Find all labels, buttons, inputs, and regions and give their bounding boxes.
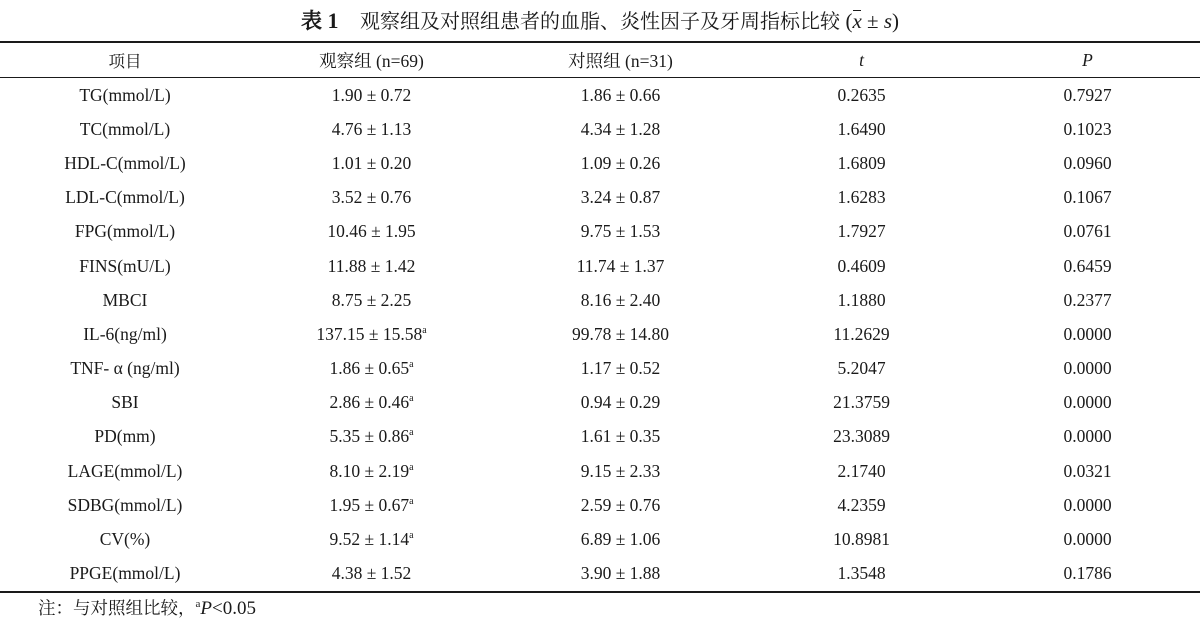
footnote-threshold: <0.05 xyxy=(212,598,256,619)
cell-control: 3.90 ± 1.88 xyxy=(580,563,661,584)
cell-observation: 9.52 ± 1.14$^a$ xyxy=(329,529,414,550)
cell-t-value: 1.1880 xyxy=(837,289,886,310)
table-row xyxy=(0,454,1200,488)
cell-t-value: 0.2635 xyxy=(837,84,886,105)
cell-control: 11.74 ± 1.37 xyxy=(576,255,665,276)
table-caption xyxy=(0,6,1200,36)
cell-observation: 4.38 ± 1.52 xyxy=(331,563,412,584)
cell-item: IL-6(ng/ml) xyxy=(83,323,167,344)
table-row xyxy=(0,352,1200,386)
table-row xyxy=(0,386,1200,420)
cell-t-value: 1.6283 xyxy=(837,187,886,208)
table-row xyxy=(0,181,1200,215)
cell-observation: 4.76 ± 1.13 xyxy=(331,118,412,139)
cell-observation: 1.95 ± 0.67$^a$ xyxy=(329,494,414,515)
cell-observation: 137.15 ± 15.58$^a$ xyxy=(316,323,427,344)
significance-mark: a xyxy=(422,324,427,336)
cell-control: 0.94 ± 0.29 xyxy=(580,392,661,413)
header-t-statistic: t xyxy=(859,49,864,70)
cell-control: 1.86 ± 0.66 xyxy=(580,84,661,105)
cell-item: TNF- α (ng/ml) xyxy=(70,358,180,379)
cell-t-value: 5.2047 xyxy=(837,358,886,379)
cell-item: LAGE(mmol/L) xyxy=(67,460,183,481)
comparison-table xyxy=(0,41,1200,593)
cell-p-value: 0.0000 xyxy=(1063,358,1112,379)
cell-observation: 8.75 ± 2.25 xyxy=(331,289,412,310)
header-p-value: P xyxy=(1082,49,1093,70)
significance-mark: a xyxy=(409,393,414,405)
mean-symbol: x xyxy=(852,6,861,36)
cell-p-value: 0.0000 xyxy=(1063,494,1112,515)
cell-t-value: 10.8981 xyxy=(833,529,890,550)
cell-p-value: 0.1023 xyxy=(1063,118,1112,139)
cell-observation: 1.90 ± 0.72 xyxy=(331,84,412,105)
cell-observation: 1.86 ± 0.65$^a$ xyxy=(329,358,414,379)
table-row xyxy=(0,420,1200,454)
cell-control: 1.61 ± 0.35 xyxy=(580,426,661,447)
footnote-p-symbol: P xyxy=(200,598,212,619)
cell-item: CV(%) xyxy=(99,529,151,550)
cell-p-value: 0.0000 xyxy=(1063,392,1112,413)
cell-item: PPGE(mmol/L) xyxy=(69,563,181,584)
caption-title: 观察组及对照组患者的血脂、炎性因子及牙周指标比较 xyxy=(359,9,840,33)
cell-item: PD(mm) xyxy=(94,426,156,447)
cell-t-value: 1.3548 xyxy=(837,563,886,584)
cell-control: 1.17 ± 0.52 xyxy=(580,358,661,379)
sd-symbol: s xyxy=(883,9,893,33)
cell-control: 1.09 ± 0.26 xyxy=(580,152,661,173)
table-body xyxy=(0,78,1200,592)
cell-item: SBI xyxy=(111,392,139,413)
cell-p-value: 0.6459 xyxy=(1063,255,1112,276)
significance-mark: a xyxy=(409,427,414,439)
footnote-prefix: 注：与对照组比较， xyxy=(38,599,196,619)
caption-number: 1 xyxy=(327,8,339,33)
cell-item: TC(mmol/L) xyxy=(79,118,171,139)
table-row xyxy=(0,522,1200,556)
cell-observation: 10.46 ± 1.95 xyxy=(327,221,416,242)
cell-p-value: 0.0761 xyxy=(1063,221,1112,242)
cell-control: 99.78 ± 14.80 xyxy=(571,323,670,344)
table-row xyxy=(0,488,1200,522)
header-item: 项目 xyxy=(108,52,142,71)
table-row xyxy=(0,317,1200,351)
caption-label: 表 xyxy=(300,9,322,33)
caption-stat-notation: (x ± s) xyxy=(845,9,899,33)
cell-p-value: 0.0000 xyxy=(1063,529,1112,550)
cell-item: MBCI xyxy=(102,289,148,310)
cell-control: 2.59 ± 0.76 xyxy=(580,494,661,515)
cell-item: LDL-C(mmol/L) xyxy=(65,187,185,208)
cell-t-value: 11.2629 xyxy=(833,323,890,344)
cell-t-value: 2.1740 xyxy=(837,460,886,481)
cell-t-value: 1.6490 xyxy=(837,118,886,139)
table-row xyxy=(0,249,1200,283)
cell-observation: 1.01 ± 0.20 xyxy=(331,152,412,173)
cell-control: 6.89 ± 1.06 xyxy=(580,529,661,550)
table-row xyxy=(0,283,1200,317)
cell-control: 8.16 ± 2.40 xyxy=(580,289,661,310)
cell-p-value: 0.0000 xyxy=(1063,426,1112,447)
cell-t-value: 4.2359 xyxy=(837,494,886,515)
cell-item: HDL-C(mmol/L) xyxy=(64,152,186,173)
cell-t-value: 1.7927 xyxy=(837,221,886,242)
cell-p-value: 0.2377 xyxy=(1063,289,1112,310)
cell-t-value: 23.3089 xyxy=(833,426,890,447)
cell-item: FPG(mmol/L) xyxy=(74,221,176,242)
cell-observation: 5.35 ± 0.86$^a$ xyxy=(329,426,414,447)
table-row xyxy=(0,146,1200,180)
footnote-mark: a xyxy=(195,598,201,610)
cell-t-value: 0.4609 xyxy=(837,255,886,276)
significance-mark: a xyxy=(409,495,414,507)
table-header-row xyxy=(0,42,1200,78)
header-control-group: 对照组 (n=31) xyxy=(568,50,673,71)
cell-p-value: 0.1786 xyxy=(1063,563,1112,584)
cell-p-value: 0.7927 xyxy=(1063,84,1112,105)
cell-t-value: 21.3759 xyxy=(833,392,890,413)
significance-mark: a xyxy=(409,359,414,371)
cell-control: 3.24 ± 0.87 xyxy=(580,187,661,208)
table-row xyxy=(0,557,1200,592)
cell-observation: 11.88 ± 1.42 xyxy=(327,255,416,276)
table-row xyxy=(0,215,1200,249)
cell-p-value: 0.0960 xyxy=(1063,152,1112,173)
significance-mark: a xyxy=(409,530,414,542)
cell-control: 9.75 ± 1.53 xyxy=(580,221,661,242)
cell-observation: 3.52 ± 0.76 xyxy=(331,187,412,208)
cell-control: 4.34 ± 1.28 xyxy=(580,118,661,139)
cell-p-value: 0.0000 xyxy=(1063,323,1112,344)
cell-observation: 8.10 ± 2.19$^a$ xyxy=(329,460,414,481)
significance-mark: a xyxy=(409,461,414,473)
cell-p-value: 0.0321 xyxy=(1063,460,1112,481)
header-observation-group: 观察组 (n=69) xyxy=(319,50,424,71)
cell-item: SDBG(mmol/L) xyxy=(67,494,183,515)
cell-p-value: 0.1067 xyxy=(1063,187,1112,208)
cell-item: TG(mmol/L) xyxy=(79,84,171,105)
cell-observation: 2.86 ± 0.46$^a$ xyxy=(329,392,414,413)
cell-item: FINS(mU/L) xyxy=(79,255,171,276)
table-footnote xyxy=(38,596,256,622)
cell-t-value: 1.6809 xyxy=(837,152,886,173)
table-row xyxy=(0,112,1200,146)
cell-control: 9.15 ± 2.33 xyxy=(580,460,661,481)
table-row xyxy=(0,78,1200,113)
